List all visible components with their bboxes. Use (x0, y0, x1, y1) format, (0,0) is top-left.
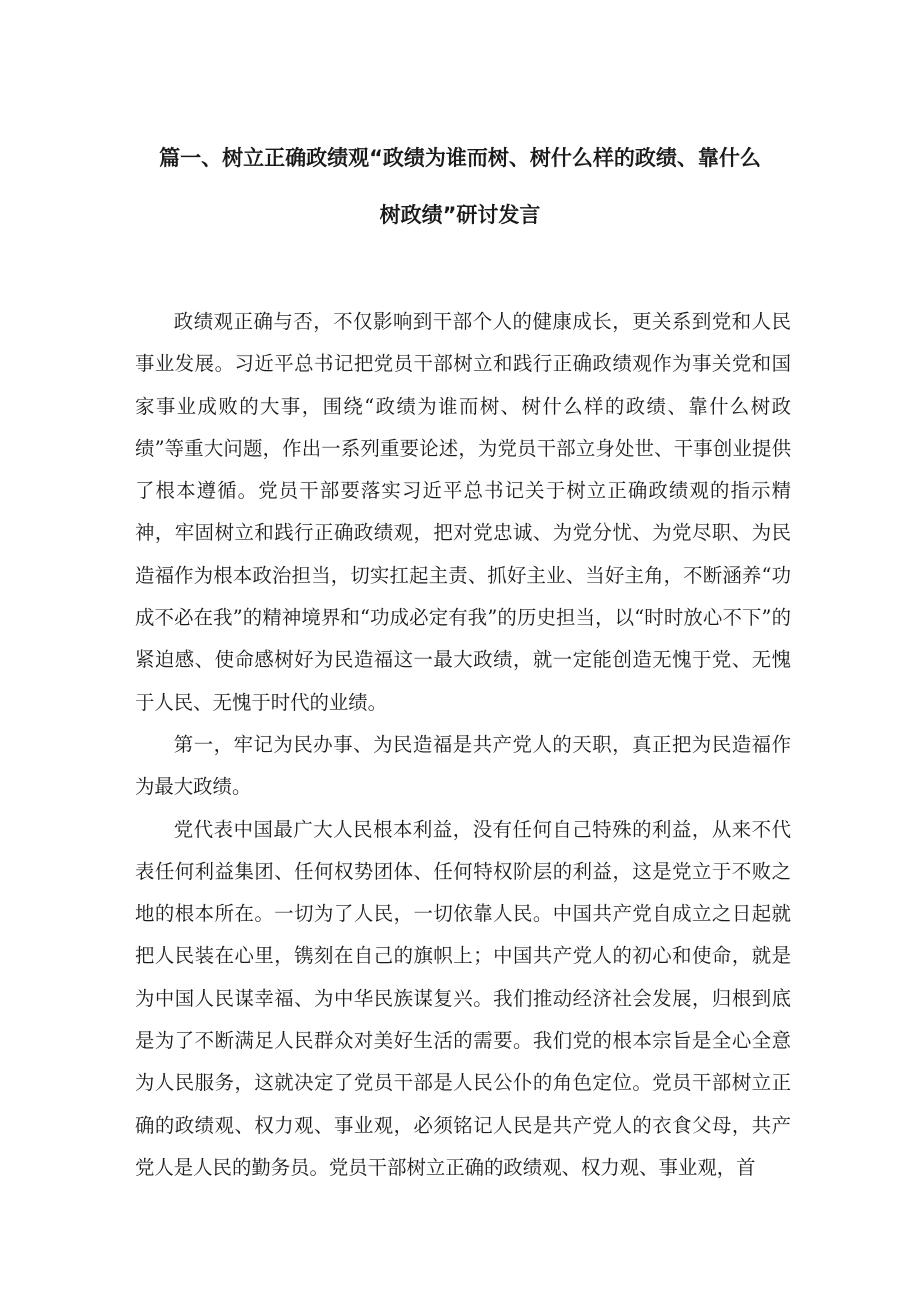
document-title-line-1: 篇一、树立正确政绩观“政绩为谁而树、树什么样的政绩、靠什么 (159, 146, 761, 170)
paragraph-party-interest: 党代表中国最广大人民根本利益，没有任何自己特殊的利益，从来不代表任何利益集团、任何权势团体、任何特权阶层的利益，这是党立于不败之地的根本所在。一切为了人民，一切依靠人民。中国共产党自成立之日起就把人民装在心里，镌刻在自己的旗帜上；中国共产党人的初心和使命，就是为中国人民谋幸福、为中华民族谋复兴。我们推动经济社会发展，归根到底是为了不断满足人民群众对美好生活的需要。我们党的根本宗旨是全心全意为人民服务，这就决定了党员干部是人民公仆的角色定位。党员干部树立正确的政绩观、权力观、事业观，必须铭记人民是共产党人的衣食父母，共产党人是人民的勤务员。党员干部树立正确的政绩观、权力观、事业观，首 (135, 817, 791, 1179)
document-title-line-2: 树政绩”研讨发言 (379, 203, 541, 227)
document-body (135, 301, 791, 1189)
paragraph-intro: 政绩观正确与否，不仅影响到干部个人的健康成长，更关系到党和人民事业发展。习近平总书记把党员干部树立和践行正确政绩观作为事关党和国家事业成败的大事，围绕“政绩为谁而树、树什么样的政绩、靠什么树政绩”等重大问题，作出一系列重要论述，为党员干部立身处世、干事创业提供了根本遵循。党员干部要落实习近平总书记关于树立正确政绩观的指示精神，牢固树立和践行正确政绩观，把对党忠诚、为党分忧、为党尽职、为民造福作为根本政治担当，切实扛起主责、抓好主业、当好主角，不断涵养“功成不必在我”的精神境界和“功成必定有我”的历史担当，以“时时放心不下”的紧迫感、使命感树好为民造福这一最大政绩，就一定能创造无愧于党、无愧于人民、无愧于时代的业绩。 (135, 310, 791, 714)
paragraph-heading-first: 第一，牢记为民办事、为民造福是共产党人的天职，真正把为民造福作为最大政绩。 (135, 732, 791, 799)
